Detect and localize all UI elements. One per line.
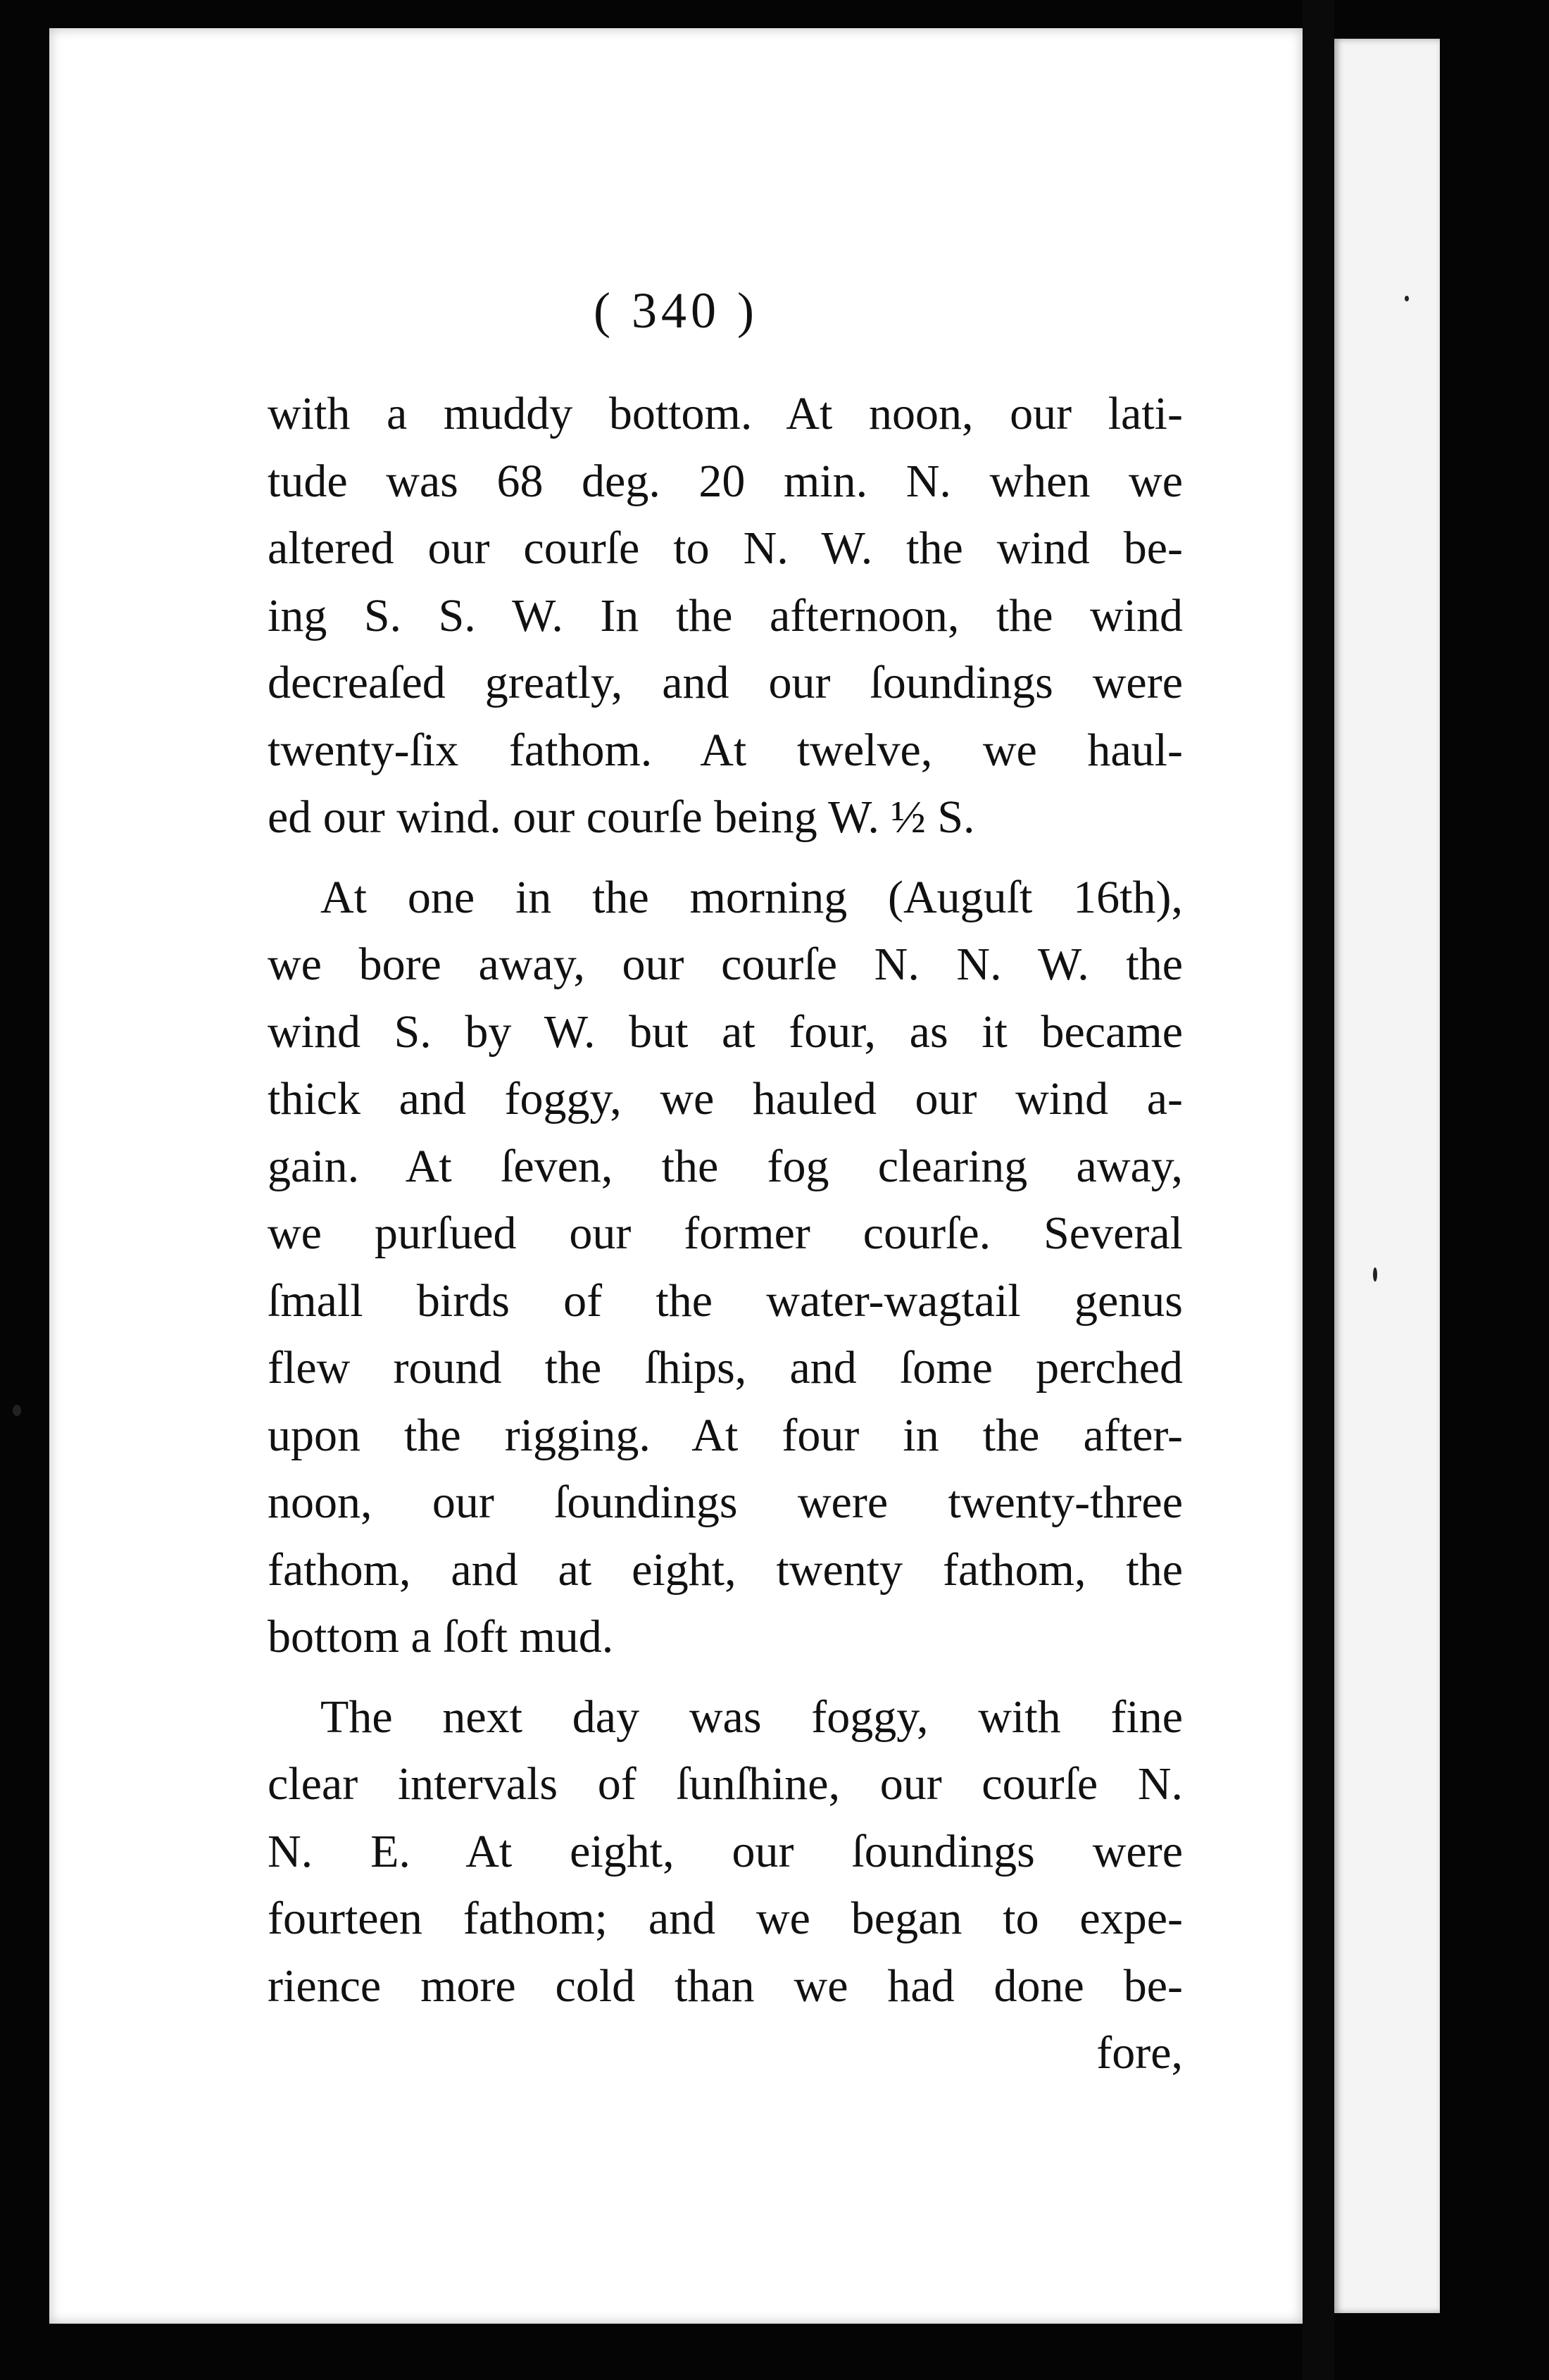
text-line: upon the rigging. At four in the after- <box>268 1409 1183 1461</box>
text-line: thick and foggy, we hauled our wind a- <box>268 1073 1183 1125</box>
page-body <box>268 380 1183 2087</box>
paragraph-gap <box>268 851 1183 864</box>
text-line: clear intervals of ſunſhine, our courſe N. <box>268 1758 1183 1810</box>
text-line: The next day was foggy, with fine <box>320 1691 1183 1743</box>
text-line: altered our courſe to N. W. the wind be- <box>268 522 1183 574</box>
facing-page-edge <box>1334 39 1440 2313</box>
book-gutter <box>1303 0 1334 2380</box>
text-line: noon, our ſoundings were twenty-three <box>268 1477 1183 1528</box>
paragraph-2 <box>268 864 1183 1671</box>
text-line: ing S. S. W. In the afternoon, the wind <box>268 589 1183 641</box>
text-line: ſmall birds of the water-wagtail genus <box>268 1274 1183 1327</box>
text-line: gain. At ſeven, the fog clearing away, <box>268 1140 1183 1192</box>
scan-speck <box>13 1405 21 1416</box>
text-line: N. E. At eight, our ſoundings were <box>268 1825 1183 1877</box>
text-line: bottom a ſoft mud. <box>268 1611 614 1662</box>
paragraph-3 <box>268 1684 1183 2020</box>
text-line: rience more cold than we had done be- <box>268 1960 1183 2012</box>
text-line: wind S. by W. but at four, as it became <box>268 1006 1183 1058</box>
text-line: At one in the morning (Auguſt 16th), <box>320 871 1183 923</box>
text-line: ed our wind. our courſe being W. ½ S. <box>268 791 975 843</box>
text-line: we bore away, our courſe N. N. W. the <box>268 939 1183 990</box>
book-page <box>49 28 1303 2324</box>
text-line: fourteen fathom; and we began to expe- <box>268 1893 1183 1944</box>
paragraph-gap <box>268 1671 1183 1684</box>
text-line: twenty-ſix fathom. At twelve, we haul- <box>268 724 1183 776</box>
text-line: fathom, and at eight, twenty fathom, the <box>268 1543 1183 1596</box>
scan-speck <box>1405 296 1409 301</box>
text-line: with a muddy bottom. At noon, our lati- <box>268 388 1183 439</box>
paragraph-1 <box>268 380 1183 851</box>
page-number: ( 340 ) <box>594 282 758 339</box>
text-line: we purſued our former courſe. Several <box>268 1208 1183 1259</box>
text-line: flew round the ſhips, and ſome perched <box>268 1342 1183 1393</box>
text-line: decreaſed greatly, and our ſoundings were <box>268 657 1183 708</box>
text-line: tude was 68 deg. 20 min. N. when we <box>268 455 1183 507</box>
catchword: fore, <box>1096 2027 1183 2079</box>
scan-speck <box>1373 1267 1377 1282</box>
